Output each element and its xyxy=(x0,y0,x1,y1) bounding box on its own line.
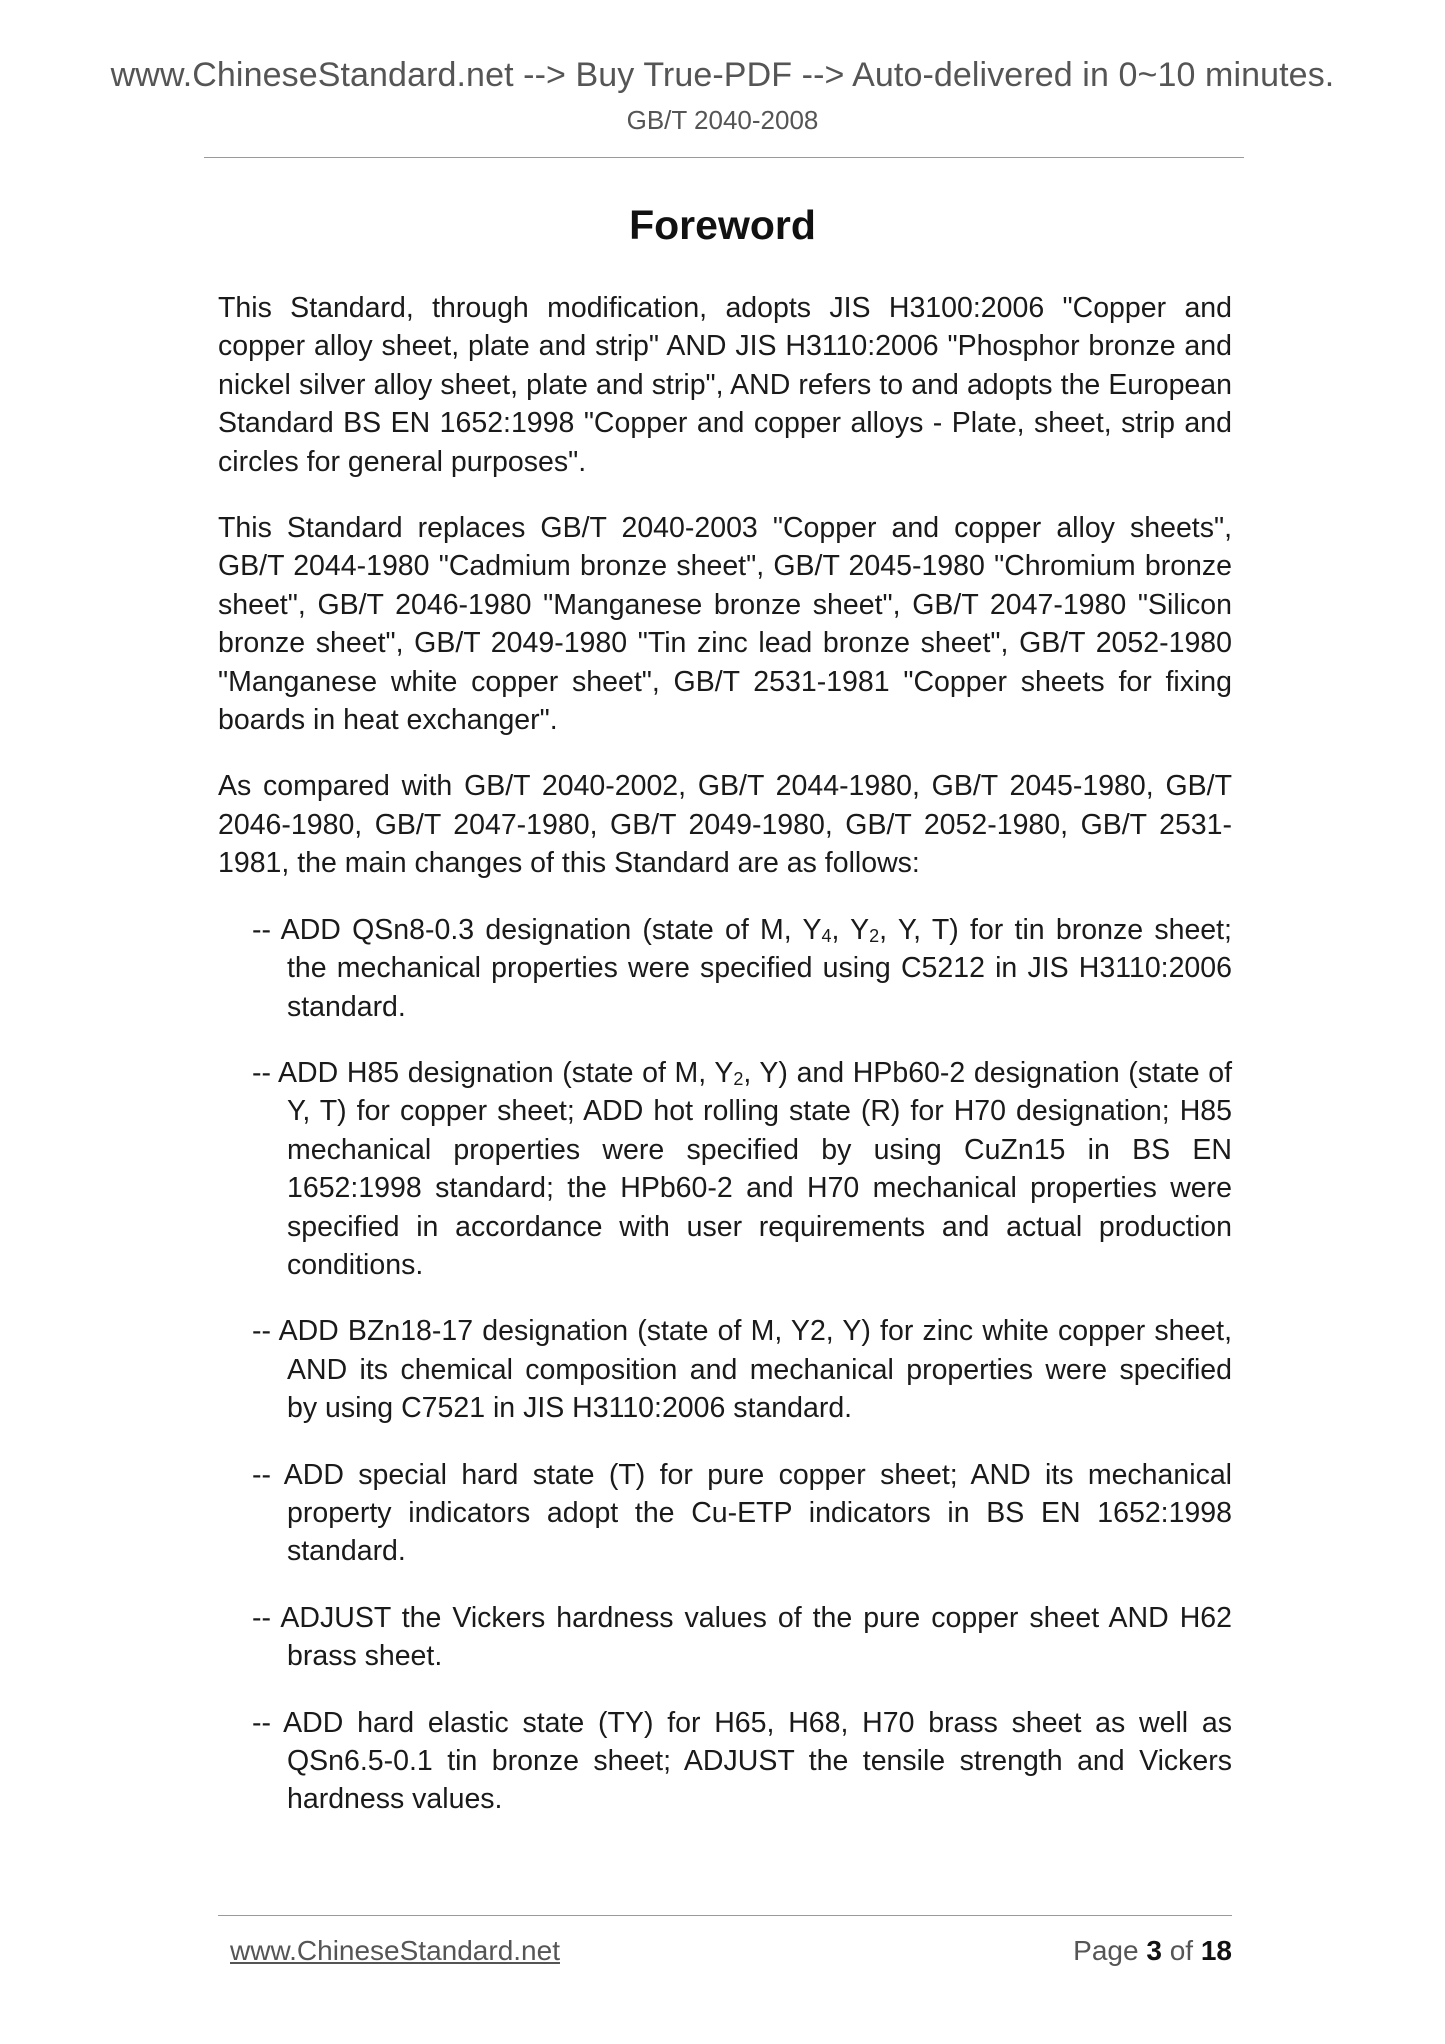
page-current: 3 xyxy=(1146,1935,1162,1966)
page-number xyxy=(1073,1935,1232,1967)
header-doc-number: GB/T 2040-2008 xyxy=(626,105,819,135)
header-divider xyxy=(204,157,1244,158)
change-item-text: -- ADD H85 designation (state of M, Y xyxy=(252,1056,734,1089)
footer-divider xyxy=(218,1915,1232,1916)
change-item-h85 xyxy=(252,1054,1232,1284)
foreword-body xyxy=(218,289,1232,1847)
page-total: 18 xyxy=(1200,1935,1232,1966)
change-item-vickers: -- ADJUST the Vickers hardness values of the pure copper sheet AND H62 brass sheet. xyxy=(252,1601,1232,1673)
subscript: 2 xyxy=(869,925,880,946)
paragraph-replaces: This Standard replaces GB/T 2040-2003 "Copper and copper alloy sheets", GB/T 2044-1980 "Cadmium bronze sheet", GB/T 2045-1980 "Chromium bronze sheet", GB/T 2046-1980 "Manganese bronze sheet", GB/T 2047-1980 "Silicon bronze sheet", GB/T 2049-1980 "Tin zinc lead bronze sheet", GB/T 2052-1980 "Manganese white copper sheet", GB/T 2531-1981 "Copper sheets for fixing boards in heat exchanger". xyxy=(218,512,1232,737)
change-item-pure-copper: -- ADD special hard state (T) for pure copper sheet; AND its mechanical property indicators adopt the Cu-ETP indicators in BS EN 1652:1998 standard. xyxy=(252,1458,1232,1568)
paragraph-adoption: This Standard, through modification, adopts JIS H3100:2006 "Copper and copper alloy sheet, plate and strip" AND JIS H3110:2006 "Phosphor bronze and nickel silver alloy sheet, plate and strip", AND refers to and adopts the European Standard BS EN 1652:1998 "Copper and copper alloys - Plate, sheet, strip and circles for general purposes". xyxy=(218,292,1232,478)
change-item-bzn18: -- ADD BZn18-17 designation (state of M, Y2, Y) for zinc white copper sheet, AND its chemical composition and mechanical properties were specified by using C7521 in JIS H3110:2006 standard. xyxy=(252,1315,1232,1425)
page-title: Foreword xyxy=(629,202,816,248)
change-item-hard-elastic: -- ADD hard elastic state (TY) for H65, H68, H70 brass sheet as well as QSn6.5-0.1 tin bronze sheet; ADJUST the tensile strength and Vickers hardness values. xyxy=(252,1706,1232,1816)
subscript: 4 xyxy=(821,925,832,946)
paragraph-changes-intro: As compared with GB/T 2040-2002, GB/T 2044-1980, GB/T 2045-1980, GB/T 2046-1980, GB/T 2047-1980, GB/T 2049-1980, GB/T 2052-1980, GB/T 2531-1981, the main changes of this Standard are as follows: xyxy=(218,770,1232,880)
change-item-text: , Y, T) for tin bronze sheet; the mechanical properties were specified using C5212 in JIS H3110:2006 standard. xyxy=(287,913,1232,1023)
change-item-text: , Y) and HPb60-2 designation (state of Y, T) for copper sheet; ADD hot rolling state (R) for H70 designation; H85 mechanical properties were specified by using CuZn15 in BS EN 1652:1998 standard; the HPb60-2 and H70 mechanical properties were specified in accordance with user requirements and actual production conditions. xyxy=(287,1056,1233,1281)
change-item-qsn8 xyxy=(252,911,1232,1026)
footer-site-link[interactable]: www.ChineseStandard.net xyxy=(230,1935,560,1966)
change-item-text: , Y xyxy=(831,913,870,946)
page-prefix: Page xyxy=(1073,1935,1147,1966)
page-of: of xyxy=(1161,1935,1201,1966)
change-item-text: -- ADD QSn8-0.3 designation (state of M, Y xyxy=(252,913,822,946)
subscript: 2 xyxy=(733,1068,744,1089)
header-banner: www.ChineseStandard.net --> Buy True-PDF --> Auto-delivered in 0~10 minutes. xyxy=(110,56,1335,94)
page-header xyxy=(0,56,1445,136)
